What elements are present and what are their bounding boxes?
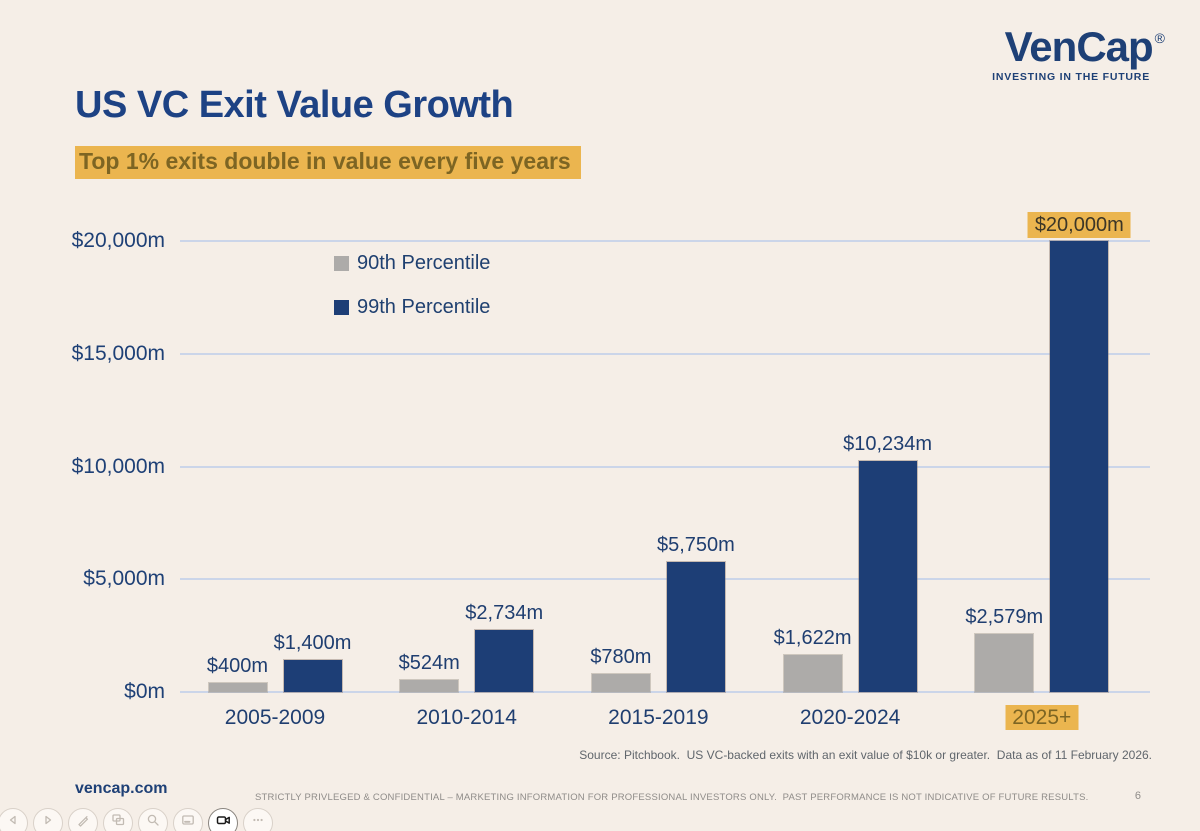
y-tick-label: $0m xyxy=(124,680,165,703)
pen-icon xyxy=(76,813,90,827)
bar-value-label: $2,579m xyxy=(965,605,1044,628)
registered-mark: ® xyxy=(1154,30,1164,46)
page-number: 6 xyxy=(1134,790,1141,802)
legend-item xyxy=(334,252,490,275)
left-arrow-icon xyxy=(6,813,20,827)
right-arrow-icon xyxy=(41,813,55,827)
bar-value-label: $524m xyxy=(398,652,460,675)
bar-value-label: $400m xyxy=(206,654,269,677)
bar-99th-percentile xyxy=(475,630,533,692)
legend-label: 99th Percentile xyxy=(357,296,491,318)
bar-90th-percentile xyxy=(784,655,842,692)
y-tick-label: $20,000m xyxy=(71,229,165,252)
category-label xyxy=(225,706,325,730)
y-tick-label: $10,000m xyxy=(71,454,165,478)
bar-99th-percentile xyxy=(859,461,917,692)
bar-90th-percentile xyxy=(592,674,650,692)
category-label xyxy=(800,706,900,730)
pen-button[interactable] xyxy=(68,808,98,831)
gridline xyxy=(180,353,1150,355)
category-label xyxy=(1005,706,1078,730)
bar-value-label: $2,734m xyxy=(465,602,544,625)
category-label-text: 2025+ xyxy=(1005,705,1078,730)
bar-99th-percentile xyxy=(1050,241,1108,692)
captions-button[interactable] xyxy=(173,808,203,831)
y-tick-label: $5,000m xyxy=(83,567,165,591)
ellipsis-icon xyxy=(251,813,265,827)
legend-swatch xyxy=(334,256,349,271)
legend-item xyxy=(334,296,490,319)
subtitle-highlight: Top 1% exits double in value every five years xyxy=(75,146,581,179)
zoom-button[interactable] xyxy=(138,808,168,831)
footer-disclaimer: STRICTLY PRIVLEGED & CONFIDENTIAL – MARKETING INFORMATION FOR PROFESSIONAL INVESTORS ONLY. PAST PERFORMANCE IS NOT INDICATIVE OF FUTURE RESULTS. xyxy=(255,792,1089,803)
source-note: Source: Pitchbook. US VC-backed exits with an exit value of $10k or greater. Data as of 11 February 2026. xyxy=(579,748,1152,762)
bar-90th-percentile xyxy=(209,683,267,692)
page-title: US VC Exit Value Growth xyxy=(75,84,514,126)
category-label-text: 2015-2019 xyxy=(608,706,709,729)
footer-website: vencap.com xyxy=(75,780,168,797)
category-label-text: 2020-2024 xyxy=(799,706,901,729)
legend-swatch xyxy=(334,300,349,315)
captions-icon xyxy=(181,813,195,827)
category-label-text: 2005-2009 xyxy=(224,706,326,729)
gridline xyxy=(180,466,1150,468)
slides-grid-icon xyxy=(111,813,125,827)
all-slides-button[interactable] xyxy=(103,808,133,831)
category-label-text: 2010-2014 xyxy=(416,706,517,729)
camera-button[interactable] xyxy=(208,808,238,831)
bar-90th-percentile xyxy=(975,634,1033,692)
bar-value-label: $780m xyxy=(590,646,652,669)
bar-value-label: $20,000m xyxy=(1028,212,1131,238)
gridline xyxy=(180,240,1150,242)
bar-99th-percentile xyxy=(667,562,725,692)
bar-value-label: $1,622m xyxy=(773,627,852,650)
y-tick-label: $15,000m xyxy=(71,341,165,365)
next-slide-button[interactable] xyxy=(33,808,63,831)
logo-wordmark: VenCap ® xyxy=(1004,23,1164,70)
legend-label: 90th Percentile xyxy=(357,252,491,274)
gridline xyxy=(180,578,1150,580)
video-camera-icon xyxy=(216,813,231,827)
category-label xyxy=(608,706,708,730)
more-options-button[interactable] xyxy=(243,808,273,831)
bar-value-label: $1,400m xyxy=(273,632,352,655)
logo-tagline: INVESTING IN THE FUTURE xyxy=(992,71,1150,83)
bar-value-label: $10,234m xyxy=(843,433,933,456)
chart-legend xyxy=(334,252,490,340)
bar-99th-percentile xyxy=(284,660,342,692)
bar-90th-percentile xyxy=(400,680,458,692)
category-label xyxy=(416,706,516,730)
bar-value-label: $5,750m xyxy=(656,534,735,557)
magnifier-icon xyxy=(146,813,160,827)
